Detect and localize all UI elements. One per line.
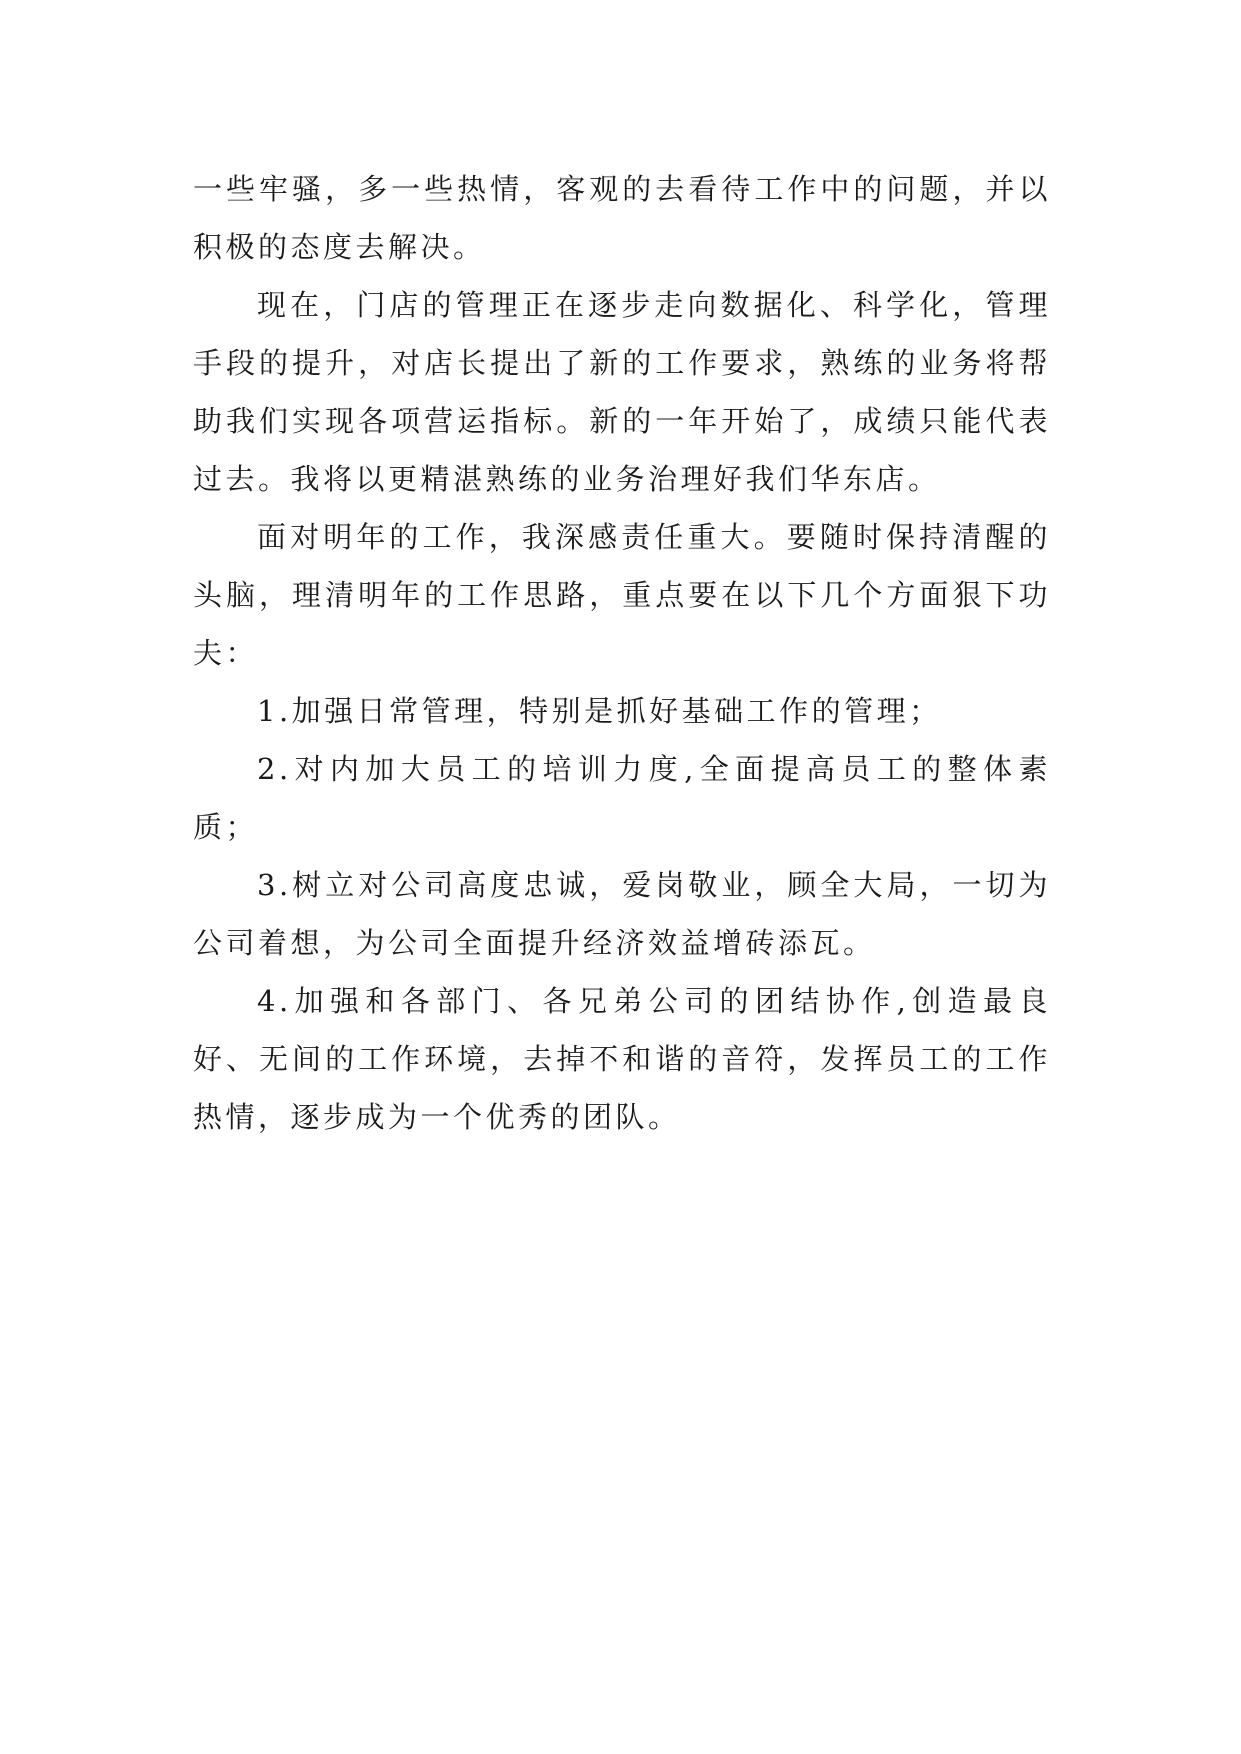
list-item-2: 2.对内加大员工的培训力度,全面提高员工的整体素质；	[193, 752, 1051, 844]
document-body	[193, 160, 1051, 1146]
list-item-4: 4.加强和各部门、各兄弟公司的团结协作,创造最良好、无间的工作环境，去掉不和谐的音符，发挥员工的工作热情，逐步成为一个优秀的团队。	[193, 984, 1051, 1134]
list-item-1: 1.加强日常管理，特别是抓好基础工作的管理；	[257, 694, 942, 728]
paragraph-store-management: 现在，门店的管理正在逐步走向数据化、科学化，管理手段的提升，对店长提出了新的工作要求，熟练的业务将帮助我们实现各项营运指标。新的一年开始了，成绩只能代表过去。我将以更精湛熟练的业务治理好我们华东店。	[193, 288, 1051, 496]
paragraph-continuation: 一些牢骚，多一些热情，客观的去看待工作中的问题，并以积极的态度去解决。	[193, 172, 1051, 264]
paragraph-next-year-plan: 面对明年的工作，我深感责任重大。要随时保持清醒的头脑，理清明年的工作思路，重点要在以下几个方面狠下功夫：	[193, 520, 1051, 670]
list-item-3: 3.树立对公司高度忠诚，爱岗敬业，顾全大局，一切为公司着想，为公司全面提升经济效益增砖添瓦。	[193, 868, 1051, 960]
